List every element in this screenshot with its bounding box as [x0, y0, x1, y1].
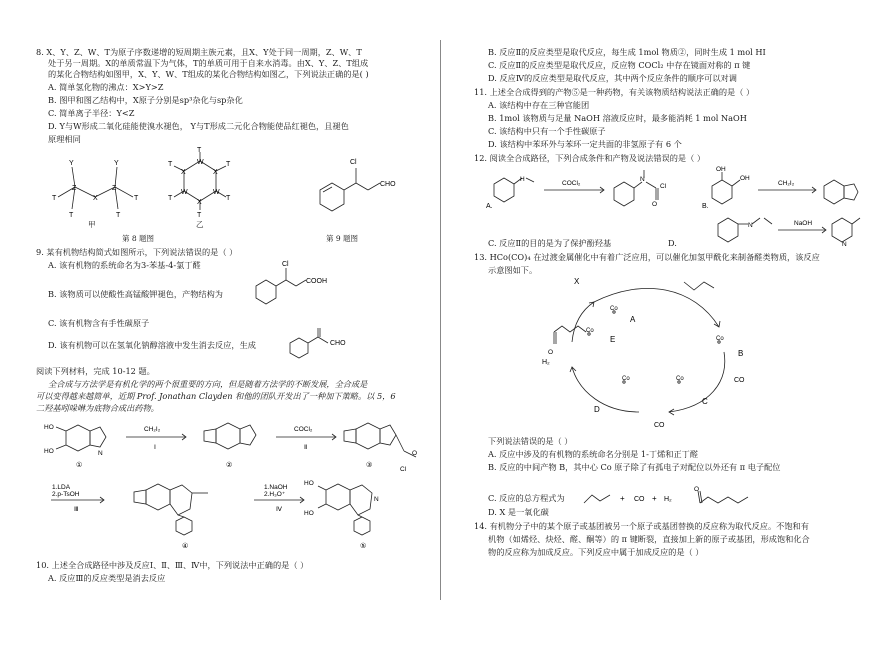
atom-x: X [93, 195, 98, 202]
q8-stem-line-2: 处于另一周期。X的单质常温下为气体，T的单质可用于自来水消毒。由X、Y、Z、T组成 [48, 58, 369, 68]
oh-label: OH [716, 166, 726, 173]
atom-t: T [52, 195, 57, 202]
atom-y: Y [114, 160, 119, 167]
fig-label-jia: 甲 [88, 220, 96, 229]
q13-equation [580, 485, 780, 513]
cl-label: Cl [660, 183, 667, 190]
q14-stem-line-1: 14. 有机物分子中的某个原子或基团被另一个原子或基团替换的反应称为取代反应。不饱和有 [474, 521, 809, 531]
q8-option-a: A. 简单氢化物的沸点：X>Y>Z [48, 82, 164, 92]
cho-label: CHO [330, 340, 346, 347]
cho-label: CHO [380, 181, 396, 188]
structure-q9b [248, 258, 338, 308]
q13-option-d: D. X 是一氧化碳 [488, 507, 549, 517]
q14-stem-line-2: 机物（如烯烃、炔烃、醛、酮等）的 π 键断裂，直接加上新的原子或基团，形成饱和化合 [488, 534, 810, 544]
fig-label-yi: 乙 [196, 220, 204, 229]
label-x: X [574, 277, 580, 286]
q13-option-a: A. 反应中涉及的有机物的系统命名分别是 1-丁烯和正丁醛 [488, 449, 699, 459]
q10-stem: 10. 上述全合成路径中涉及反应Ⅰ、Ⅱ、Ⅲ、Ⅳ中，下列说法中正确的是（ ） [36, 560, 309, 570]
q12-label-a: A. [486, 203, 493, 210]
q10-option-b: B. 反应Ⅱ的反应类型是取代反应，每生成 1mol 物质②，同时生成 1 mol HI [488, 47, 766, 57]
atom-x: X [197, 199, 202, 206]
q9-option-b: B. 该物质可以使酸性高锰酸钾褪色，产物结构为 [48, 289, 223, 299]
atom-t: T [69, 212, 74, 219]
q13-option-c-prefix: C. 反应的总方程式为 [488, 493, 565, 503]
co-metal-label: Co [622, 376, 630, 382]
o-label: O [548, 349, 554, 356]
co-metal-label: Co [610, 306, 618, 312]
q10-option-a: A. 反应Ⅲ的反应类型是消去反应 [48, 573, 166, 583]
atom-t: T [197, 212, 202, 219]
atom-t: T [168, 195, 173, 202]
structure-yi [160, 147, 240, 227]
label-e: E [610, 335, 616, 344]
atom-w: W [213, 189, 220, 196]
nh-label: H [520, 176, 525, 183]
atom-t: T [226, 195, 231, 202]
structure-q9d [282, 325, 372, 365]
q12-stem: 12. 阅读全合成路径，下列合成条件和产物及说法错误的是（ ） [474, 153, 706, 163]
co-label: CO [634, 496, 645, 503]
step-ii: Ⅱ [304, 444, 308, 451]
q9-stem: 9. 某有机物结构简式如图所示，下列说法错误的是（ ） [36, 247, 238, 257]
q12-option-c: C. 反应Ⅱ的目的是为了保护酚羟基 [488, 238, 612, 248]
atom-t: T [134, 195, 139, 202]
atom-z: Z [112, 185, 117, 192]
cl-label: Cl [400, 466, 407, 473]
q9-option-d: D. 该有机物可以在氢氧化钠醇溶液中发生消去反应，生成 [48, 340, 256, 350]
label-a: A [630, 315, 636, 324]
reagent-naoh: NaOH [794, 220, 813, 227]
q9-option-a: A. 该有机物的系统命名为3-苯基-4-氯丁醛 [48, 260, 201, 270]
reagent-naoh: 1.NaOH [264, 484, 288, 491]
q11-option-b: B. 1mol 该物质与足量 NaOH 溶液反应时，最多能消耗 1 mol NaOH [488, 113, 747, 123]
reading-para-1: 全合成与方法学是有机化学的两个很重要的方向，但是随着方法学的不断发展，全合成是 [48, 379, 368, 389]
q8-option-d: D. Y与W形成二氧化硅能使溴水褪色， Y与T形成二元化合物能使品红褪色，且褪色 [48, 121, 349, 131]
cl-label: Cl [282, 261, 289, 268]
catalytic-cycle [534, 272, 770, 432]
ho-label: HO [304, 480, 314, 487]
n-label: N [842, 241, 847, 248]
right-column [440, 0, 870, 653]
atom-z: Z [72, 185, 77, 192]
q13-stem-line-1: 13. HCo(CO)₄ 在过渡金属催化中有着广泛应用，可以催化加氢甲酰化来制备醛类物质，该反应 [474, 252, 820, 262]
plus-sign: + [652, 494, 657, 503]
q11-option-d: D. 该结构中苯环外与苯环一定共面的非氢原子有 6 个 [488, 139, 682, 149]
q10-option-d: D. 反应Ⅳ的反应类型是取代反应，其中两个反应条件的顺序可以对调 [488, 73, 737, 83]
q11-option-a: A. 该结构中存在三种官能团 [488, 100, 590, 110]
o-label: O [412, 450, 418, 457]
q10-option-c: C. 反应Ⅱ的反应类型是取代反应，反应物 COCl₂ 中存在镜面对称的 π 键 [488, 60, 751, 70]
atom-t: T [226, 161, 231, 168]
plus-sign: + [620, 494, 625, 503]
compound-5-marker: ⑤ [360, 543, 367, 550]
q13-option-b: B. 反应的中间产物 B，其中心 Co 原子除了有孤电子对配位以外还有 π 电子配位 [488, 462, 781, 472]
step-iii: Ⅲ [74, 506, 79, 513]
q13-stem-line-2: 示意图如下。 [488, 265, 538, 275]
reagent-cocl2: COCl₂ [562, 180, 581, 187]
nh-label: N [374, 496, 379, 503]
q8-option-d-cont: 原理相同 [48, 134, 81, 144]
compound-3-marker: ③ [366, 462, 373, 469]
step-i: Ⅰ [154, 444, 156, 451]
atom-t: T [197, 147, 202, 154]
n-label: N [748, 222, 753, 229]
n-label: N [640, 176, 645, 183]
co-label: CO [654, 422, 665, 429]
q14-stem-line-3: 物的反应称为加成反应。下列反应中属于加成反应的是（ ） [488, 547, 704, 557]
q9-figure-caption: 第 9 题图 [326, 234, 359, 243]
atom-y: Y [69, 160, 74, 167]
atom-w: W [197, 159, 204, 166]
cooh-label: COOH [306, 278, 327, 285]
q8-stem-line-1: 8. X、Y、Z、W、T为原子序数递增的短周期主族元素，且X、Y处于同一周期，Z、W、T [36, 47, 362, 57]
atom-t: T [116, 212, 121, 219]
atom-x: X [213, 169, 218, 176]
atom-t: T [168, 161, 173, 168]
h2-label: H₂ [664, 496, 672, 503]
reagent-ptsoh: 2.p-TsOH [52, 491, 80, 498]
label-d: D [594, 405, 600, 414]
q11-option-c: C. 该结构中只有一个手性碳原子 [488, 126, 606, 136]
reading-para-2: 可以变得越来越简单，近期 Prof. Jonathan Clayden 和他的团队开发出了一种加下策略。以 5，6 [36, 391, 396, 401]
ho-label: HO [44, 424, 54, 431]
reagent-ch2i2: CH₂I₂ [144, 426, 161, 433]
reagent-cocl2: COCl₂ [294, 426, 313, 433]
o-label: O [652, 201, 658, 208]
nh-label: N [98, 450, 103, 457]
oh-label: OH [740, 175, 750, 182]
q8-stem-line-3: 的某化合物结构如图甲，X、Y、W、T组成的某化合物结构如图乙，下列说法正确的是( ) [48, 69, 369, 79]
o-label: O [694, 486, 700, 493]
ho-label: HO [44, 448, 54, 455]
q8-option-c: C. 简单离子半径：Y<Z [48, 108, 135, 118]
h2-label: H₂ [542, 359, 550, 366]
reagent-ch2i2: CH₂I₂ [778, 180, 795, 187]
compound-4-marker: ④ [182, 543, 189, 550]
ho-label: HO [304, 510, 314, 517]
q13-question: 下列说法错误的是（ ） [488, 436, 573, 446]
q12-label-b: B. [702, 203, 709, 210]
atom-w: W [181, 189, 188, 196]
reading-para-3: 二羟基吲哚啉为底物合成出药物。 [36, 403, 159, 413]
co-label: CO [734, 377, 745, 384]
structure-q9 [300, 150, 410, 230]
step-iv: Ⅳ [276, 506, 282, 513]
reagent-lda: 1.LDA [52, 484, 71, 491]
q12-label-d: D. [668, 238, 677, 248]
reagent-h3o: 2.H₃O⁺ [264, 491, 286, 498]
label-b: B [738, 349, 744, 358]
synthesis-scheme [36, 415, 436, 555]
q9-option-c: C. 该有机物含有手性碳原子 [48, 318, 150, 328]
co-metal-label: Co [716, 336, 724, 342]
co-metal-label: Co [586, 328, 594, 334]
q8-figure-caption: 第 8 题图 [122, 234, 155, 243]
q11-stem: 11. 上述全合成得到的产物⑤是一种药物，有关该物质结构说法正确的是（ ） [474, 87, 755, 97]
atom-x: X [181, 169, 186, 176]
reading-intro: 阅读下列材料，完成 10-12 题。 [36, 366, 155, 376]
compound-1-marker: ① [76, 462, 83, 469]
co-metal-label: Co [676, 376, 684, 382]
label-c: C [702, 397, 708, 406]
q8-option-b: B. 图甲和图乙结构中，X原子分别是sp³杂化与sp杂化 [48, 95, 243, 105]
cl-label: Cl [350, 159, 357, 166]
structure-jia [40, 147, 150, 227]
compound-2-marker: ② [226, 462, 233, 469]
